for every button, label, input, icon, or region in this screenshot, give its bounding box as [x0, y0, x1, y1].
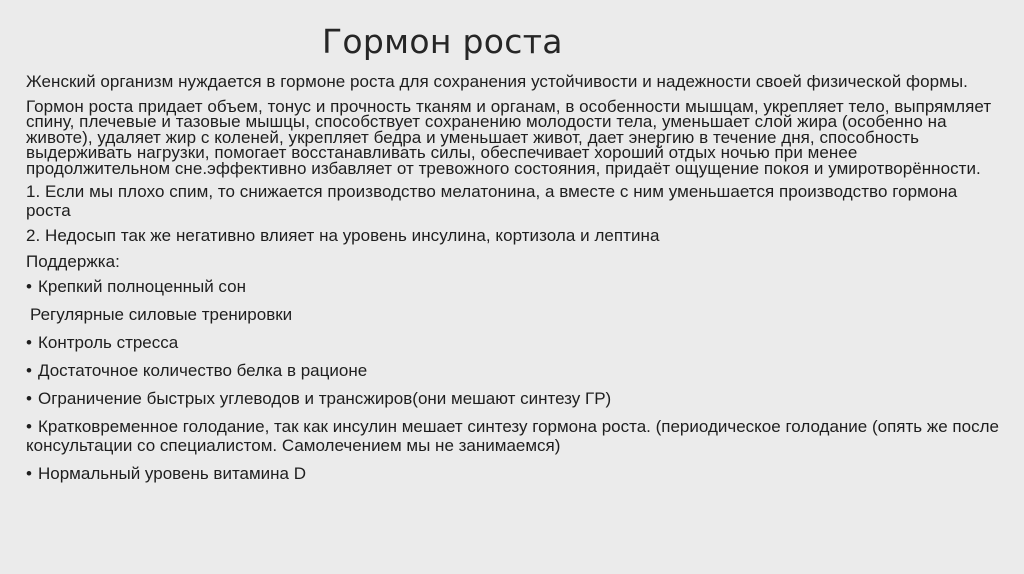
list-item-carbs: • Ограничение быстрых углеводов и трансжиров(они мешают синтезу ГР)	[26, 389, 612, 409]
intro-paragraph: Женский организм нуждается в гормоне роста для сохранения устойчивости и надежности своей физической формы.	[26, 72, 968, 91]
effects-paragraph: Гормон роста придает объем, тонус и прочность тканям и органам, в особенности мышцам, укрепляет тело, выпрямляет спину, плечевые и тазовые мышцы, способствует сохранению молодости тела, уменьшает слой жира (особенно на животе), удаляет жир с коленей, укрепляет бедра и уменьшает живот, дает энергию в течение дня, способность выдерживать нагрузки, помогает восстанавливать силы, обеспечивает хороший отдых ночью при менее продолжительном сне.эффективно избавляет от тревожного состояния, придаёт ощущение покоя и умиротворённости.	[26, 96, 992, 178]
point-1-paragraph: 1. Если мы плохо спим, то снижается производство мелатонина, а вместе с ним уменьшается производство гормона роста	[26, 182, 958, 220]
list-item-training: Регулярные силовые тренировки	[30, 305, 293, 325]
slide-body	[26, 73, 1001, 493]
support-heading: Поддержка:	[26, 251, 120, 271]
list-item-protein: • Достаточное количество белка в рационе	[26, 361, 368, 381]
point-2-paragraph: 2. Недосып так же негативно влияет на уровень инсулина, кортизола и лептина	[26, 226, 660, 246]
bullet-icon: •	[26, 389, 32, 409]
slide-title: Гормон роста	[322, 22, 563, 61]
bullet-icon: •	[26, 277, 32, 297]
list-item-vitamin-d: • Нормальный уровень витамина D	[26, 463, 307, 483]
list-item-fasting: • Кратковременное голодание, так как инсулин мешает синтезу гормона роста. (периодическое голодание (опять же после консультации со специалистом. Самолечением мы не занимаемся)	[26, 417, 999, 455]
bullet-icon: •	[26, 417, 32, 437]
list-item-stress: • Контроль стресса	[26, 333, 179, 353]
bullet-icon: •	[26, 361, 32, 381]
bullet-icon: •	[26, 463, 32, 483]
bullet-icon: •	[26, 333, 32, 353]
list-item-sleep: • Крепкий полноценный сон	[26, 277, 246, 297]
